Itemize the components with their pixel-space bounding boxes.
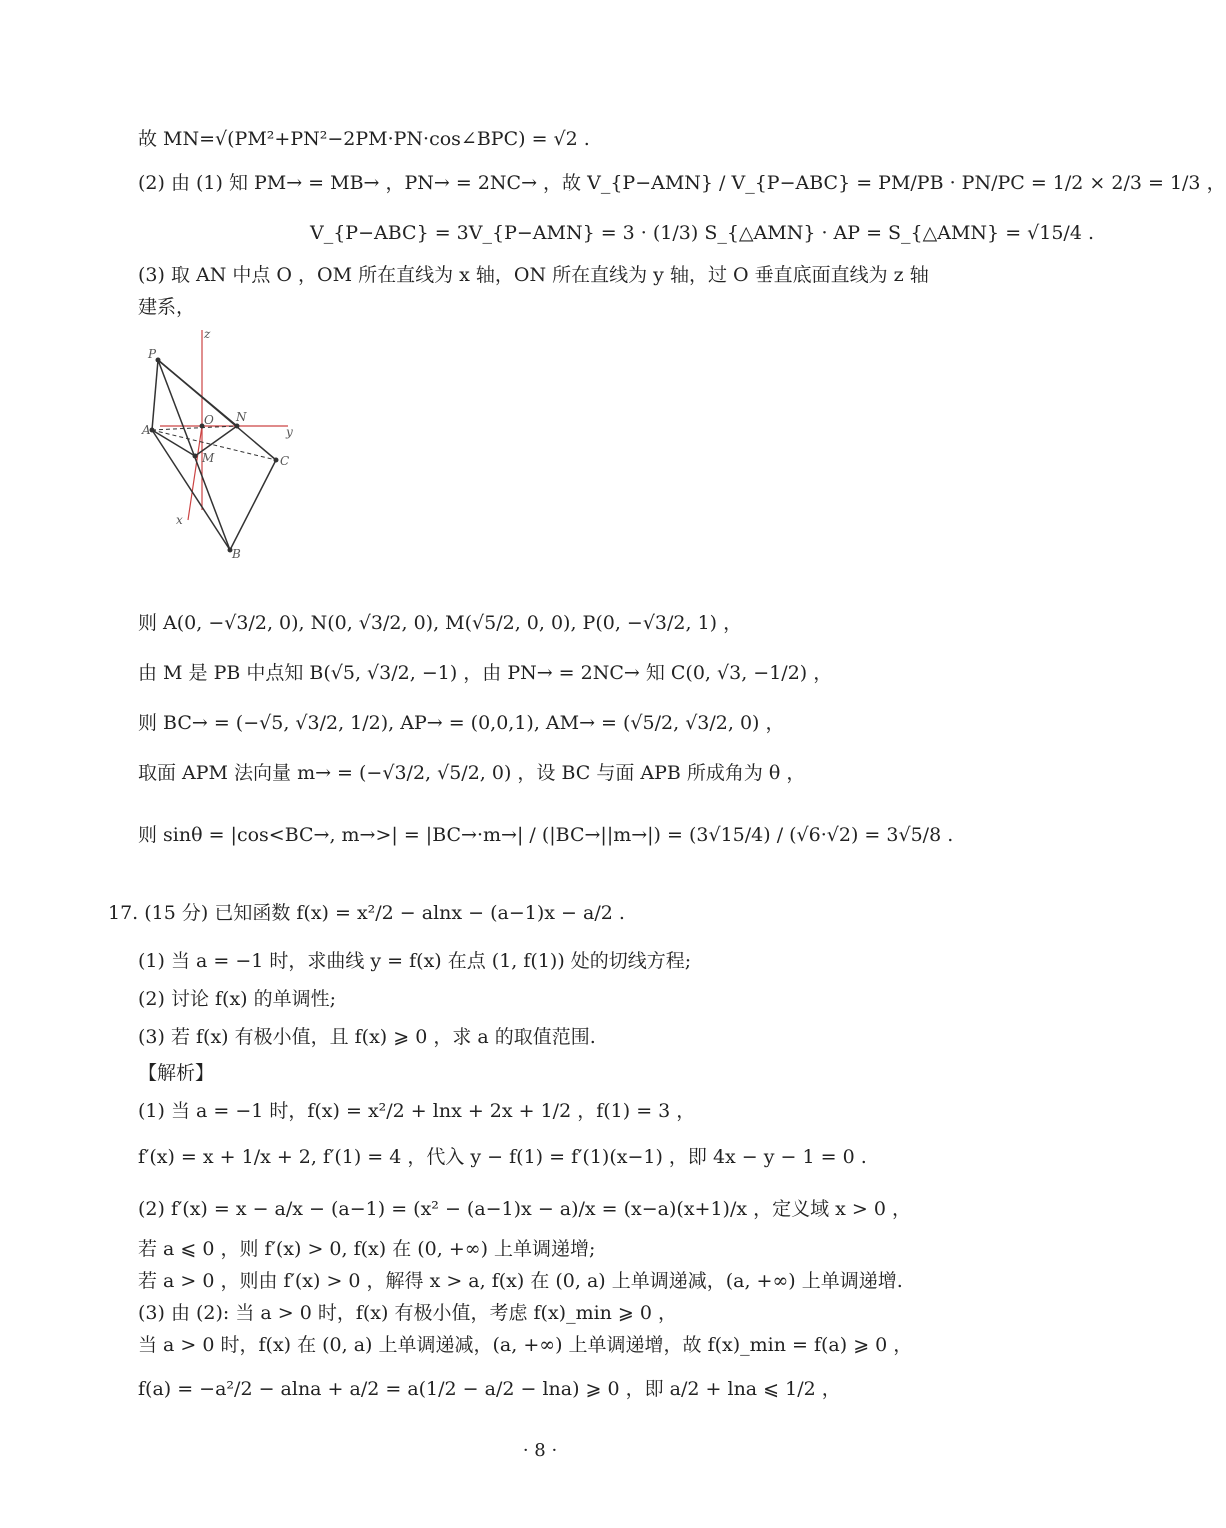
text-line-normal: 取面 APM 法向量 m→ = (−√3/2, √5/2, 0) ，设 BC 与面 APB 所成角为 θ ， <box>138 762 806 784</box>
page-number: · 8 · <box>522 1440 558 1461</box>
label-a: A <box>142 423 151 437</box>
label-c: C <box>280 454 290 468</box>
problem-17-q2: (2) 讨论 f(x) 的单调性; <box>138 988 337 1010</box>
text-line-part3: (3) 取 AN 中点 O ，OM 所在直线为 x 轴，ON 所在直线为 y 轴，过 O 垂直底面直线为 z 轴 <box>138 264 929 286</box>
label-x: x <box>176 513 183 527</box>
solution-line-1: (1) 当 a = −1 时，f(x) = x²/2 + lnx + 2x + 1/2 ，f(1) = 3 ， <box>138 1100 696 1122</box>
label-m: M <box>202 451 215 465</box>
text-line-coords: 则 A(0, −√3/2, 0), N(0, √3/2, 0), M(√5/2, 0, 0), P(0, −√3/2, 1) ， <box>138 612 743 634</box>
solution-line-3: (2) f′(x) = x − a/x − (a−1) = (x² − (a−1)x − a)/x = (x−a)(x+1)/x ，定义域 x > 0 ， <box>138 1198 912 1220</box>
text-line-vectors: 则 BC→ = (−√5, √3/2, 1/2), AP→ = (0,0,1), AM→ = (√5/2, √3/2, 0) ， <box>138 712 785 734</box>
text-line-volume: V_{P−ABC} = 3V_{P−AMN} = 3 · (1/3) S_{△AMN} · AP = S_{△AMN} = √15/4 . <box>310 222 1095 244</box>
text-line-build-coord: 建系， <box>138 296 196 318</box>
label-o: O <box>204 413 214 427</box>
text-line-mn: 故 MN=√(PM²+PN²−2PM·PN·cos∠BPC) = √2 . <box>138 128 590 150</box>
solution-line-7: 当 a > 0 时，f(x) 在 (0, a) 上单调递减，(a, +∞) 上单调递增，故 f(x)_min = f(a) ⩾ 0 ， <box>138 1334 913 1356</box>
label-n: N <box>236 410 247 424</box>
geometry-diagram <box>140 327 320 561</box>
problem-17-q3: (3) 若 f(x) 有极小值，且 f(x) ⩾ 0 ，求 a 的取值范围. <box>138 1026 596 1048</box>
edge-an <box>152 426 237 430</box>
problem-17-q1: (1) 当 a = −1 时，求曲线 y = f(x) 在点 (1, f(1)) 处的切线方程; <box>138 950 692 972</box>
solution-line-6: (3) 由 (2): 当 a > 0 时，f(x) 有极小值，考虑 f(x)_min ⩾ 0 ， <box>138 1302 678 1324</box>
label-z: z <box>204 327 211 341</box>
analysis-heading: 【解析】 <box>138 1062 215 1084</box>
text-line-part2: (2) 由 (1) 知 PM→ = MB→ ，PN→ = 2NC→ ，故 V_{P−AMN} / V_{P−ABC} = PM/PB · PN/PC = 1/2 × 2/3 = 1/3 ， <box>138 172 1226 194</box>
text-line-bc-points: 由 M 是 PB 中点知 B(√5, √3/2, −1) ，由 PN→ = 2NC→ 知 C(0, √3, −1/2) ， <box>138 662 833 684</box>
solution-line-5: 若 a > 0 ，则由 f′(x) > 0 ，解得 x > a, f(x) 在 (0, a) 上单调递减，(a, +∞) 上单调递增. <box>138 1270 903 1292</box>
solution-line-8: f(a) = −a²/2 − alna + a/2 = a(1/2 − a/2 − lna) ⩾ 0 ，即 a/2 + lna ⩽ 1/2 ， <box>138 1378 841 1400</box>
label-p: P <box>148 347 157 361</box>
solution-line-2: f′(x) = x + 1/x + 2, f′(1) = 4 ，代入 y − f(1) = f′(1)(x−1) ，即 4x − y − 1 = 0 . <box>138 1146 867 1168</box>
solution-line-4: 若 a ⩽ 0 ，则 f′(x) > 0, f(x) 在 (0, +∞) 上单调递增; <box>138 1238 596 1260</box>
label-y: y <box>286 425 293 439</box>
edge-pa <box>152 360 158 430</box>
problem-17-title: 17. (15 分) 已知函数 f(x) = x²/2 − alnx − (a−1)x − a/2 . <box>108 902 625 924</box>
label-b: B <box>232 547 241 561</box>
text-line-sin: 则 sinθ = |cos<BC→, m→>| = |BC→·m→| / (|BC→||m→|) = (3√15/4) / (√6·√2) = 3√5/8 . <box>138 824 954 846</box>
edge-bc <box>230 460 276 550</box>
edge-am <box>152 430 195 456</box>
